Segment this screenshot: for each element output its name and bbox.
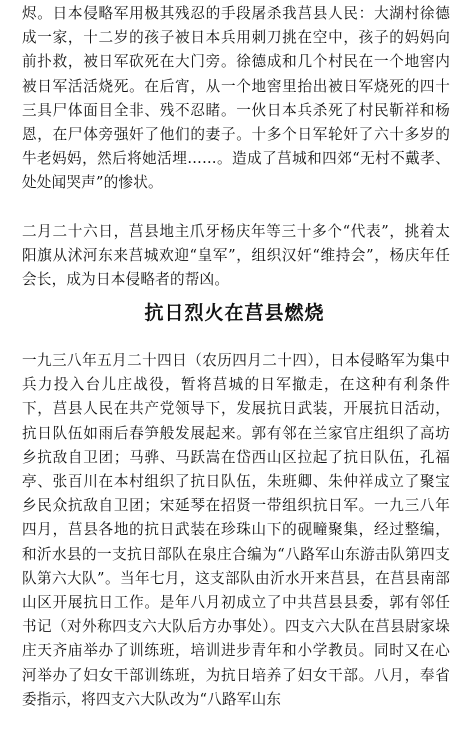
paragraph-resistance-forces: 一九三八年五月二十四日（农历四月二十四），日本侵略军为集中兵力投入台儿庄战役，暂将莒城的日军撤走，在这种有利条件下，莒县人民在共产党领导下，发展抗日武装，开展抗日活动，抗日队伍如雨后春笋般发展起来。郭有邻在兰家官庄组织了高坊乡抗敌自卫团；马骅、马跃嵩在岱西山区拉起了抗日队伍，孔福亭、张百川在本村组织了抗日队伍，朱班卿、朱仲祥成立了聚宝乡民众抗敌自卫团；宋延琴在招贤一带组织抗日军。一九三八年四月，莒县各地的抗日武装在珍珠山下的砚疃聚集，经过整编，和沂水县的一支抗日部队在泉庄合编为“八路军山东游击队第四支队第六大队”。当年七月，这支部队由沂水开来莒县，在莒县南部山区开展抗日工作。是年八月初成立了中共莒县县委，郭有邻任书记（对外称四支六大队后方办事处）。四支六大队在莒县尉家垛庄天齐庙举办了训练班，培训进步青年和小学教员。同时又在心河举办了妇女干部训练班，为抗日培养了妇女干部。八月，奉省委指示，将四支六大队改为“八路军山东 [22, 352, 450, 708]
section-heading: 抗日烈火在莒县燃烧 [144, 302, 325, 324]
paragraph-massacre-account: 烬。日本侵略军用极其残忍的手段屠杀我莒县人民：大湖村徐德成一家，十二岁的孩子被日本兵用刺刀挑在空中，孩子的妈妈向前扑救，被日军砍死在大门旁。徐德成和几个村民在一个地窖内被日军活活烧死。在后宵，从一个地窖里抬出被日军烧死的四十三具尸体面目全非、残不忍睹。一伙日本兵杀死了村民靳祥和杨恩，在尸体旁强奸了他们的妻子。十多个日军轮奸了六十多岁的牛老妈妈，然后将她活埋……。造成了莒城和四郊“无村不戴孝、处处闻哭声”的惨状。 [22, 5, 450, 192]
paragraph-puppet-association: 二月二十六日，莒县地主爪牙杨庆年等三十多个“代表”，挑着太阳旗从沭河东来莒城欢迎“皇军”，组织汉奸“维持会”，杨庆年任会长，成为日本侵略者的帮凶。 [22, 223, 450, 289]
